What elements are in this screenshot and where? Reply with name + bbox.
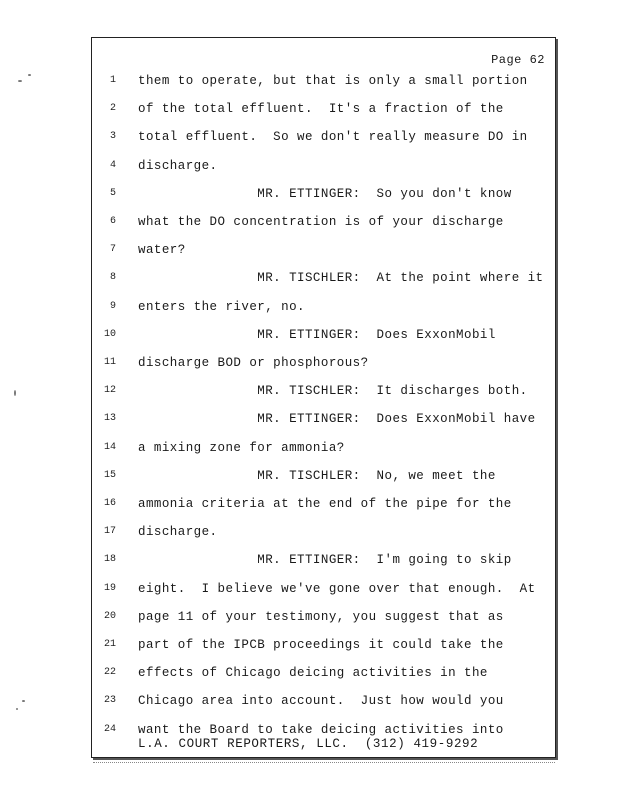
transcript-line [92,298,552,316]
line-number: 6 [109,216,116,227]
line-text: MR. ETTINGER: Does ExxonMobil [138,327,496,342]
transcript-line [92,382,552,400]
line-number: 8 [109,272,116,284]
line-number: 20 [103,610,116,622]
scan-speck [14,390,16,396]
transcript-line [92,241,552,259]
transcript-line [92,100,552,118]
transcript-line [92,326,552,344]
line-text: eight. I believe we've gone over that enough. At [138,581,536,596]
scan-speck [22,700,25,702]
line-text: total effluent. So we don't really measure DO in [138,130,528,145]
transcript-line [92,636,552,654]
line-text: water? [138,243,186,258]
transcript-page [91,37,556,758]
line-text: MR. TISCHLER: At the point where it [138,271,544,286]
line-number: 24 [103,723,116,735]
line-text: them to operate, but that is only a small portion [138,74,528,88]
transcript-line [92,269,552,287]
line-text: want the Board to take deicing activities into [138,722,504,737]
line-number: 9 [109,300,116,312]
transcript-line [92,439,552,457]
line-number: 22 [103,667,116,679]
transcript-line [92,608,552,626]
line-number: 4 [109,159,116,171]
line-text: discharge. [138,525,218,540]
line-text: of the total effluent. It's a fraction of the [138,102,504,117]
line-number: 2 [109,103,116,115]
line-number: 14 [103,441,116,453]
transcript-line [92,410,552,428]
transcript-line [92,354,552,372]
line-number: 7 [109,244,116,256]
line-number: 10 [103,328,116,340]
line-text: MR. ETTINGER: So you don't know [138,186,512,201]
line-text: MR. ETTINGER: Does ExxonMobil have [138,412,536,427]
line-text: what the DO concentration is of your discharge [138,215,504,229]
line-text: ammonia criteria at the end of the pipe for the [138,497,512,511]
footer-reporter-info: L.A. COURT REPORTERS, LLC. (312) 419-9292 [138,737,479,751]
line-number: 5 [109,187,116,199]
transcript-line [92,551,552,569]
line-number: 17 [103,526,116,538]
transcript-line [92,213,552,231]
line-number: 3 [109,131,116,143]
line-text: MR. TISCHLER: No, we meet the [138,468,496,483]
line-text: MR. ETTINGER: I'm going to skip [138,553,512,568]
transcript-line [92,664,552,682]
line-text: discharge. [138,158,218,173]
page-number: Page 62 [491,53,545,67]
line-text: a mixing zone for ammonia? [138,440,345,455]
transcript-line [92,495,552,513]
line-text: MR. TISCHLER: It discharges both. [138,384,528,399]
line-number: 19 [103,582,116,594]
line-number: 13 [103,413,116,425]
line-text: enters the river, no. [138,299,305,314]
scan-speck [28,74,31,76]
line-number: 21 [103,639,116,650]
line-number: 1 [109,75,116,86]
transcript-line [92,523,552,541]
line-number: 18 [103,554,116,566]
line-number: 12 [103,385,116,397]
scan-speck [16,708,18,710]
line-text: effects of Chicago deicing activities in the [138,666,488,681]
line-number: 15 [103,469,116,481]
line-text: discharge BOD or phosphorous? [138,356,369,370]
transcript-line [92,185,552,203]
line-text: part of the IPCB proceedings it could take the [138,638,504,652]
line-number: 23 [103,695,116,707]
transcript-line [92,72,552,90]
transcript-line [92,692,552,710]
bottom-scan-edge [93,762,555,763]
transcript-line [92,128,552,146]
line-number: 11 [103,357,116,368]
transcript-line [92,157,552,175]
transcript-line [92,467,552,485]
line-text: page 11 of your testimony, you suggest that as [138,609,504,624]
line-number: 16 [103,498,116,509]
transcript-line [92,580,552,598]
line-text: Chicago area into account. Just how would you [138,694,504,709]
scan-speck [18,80,22,82]
